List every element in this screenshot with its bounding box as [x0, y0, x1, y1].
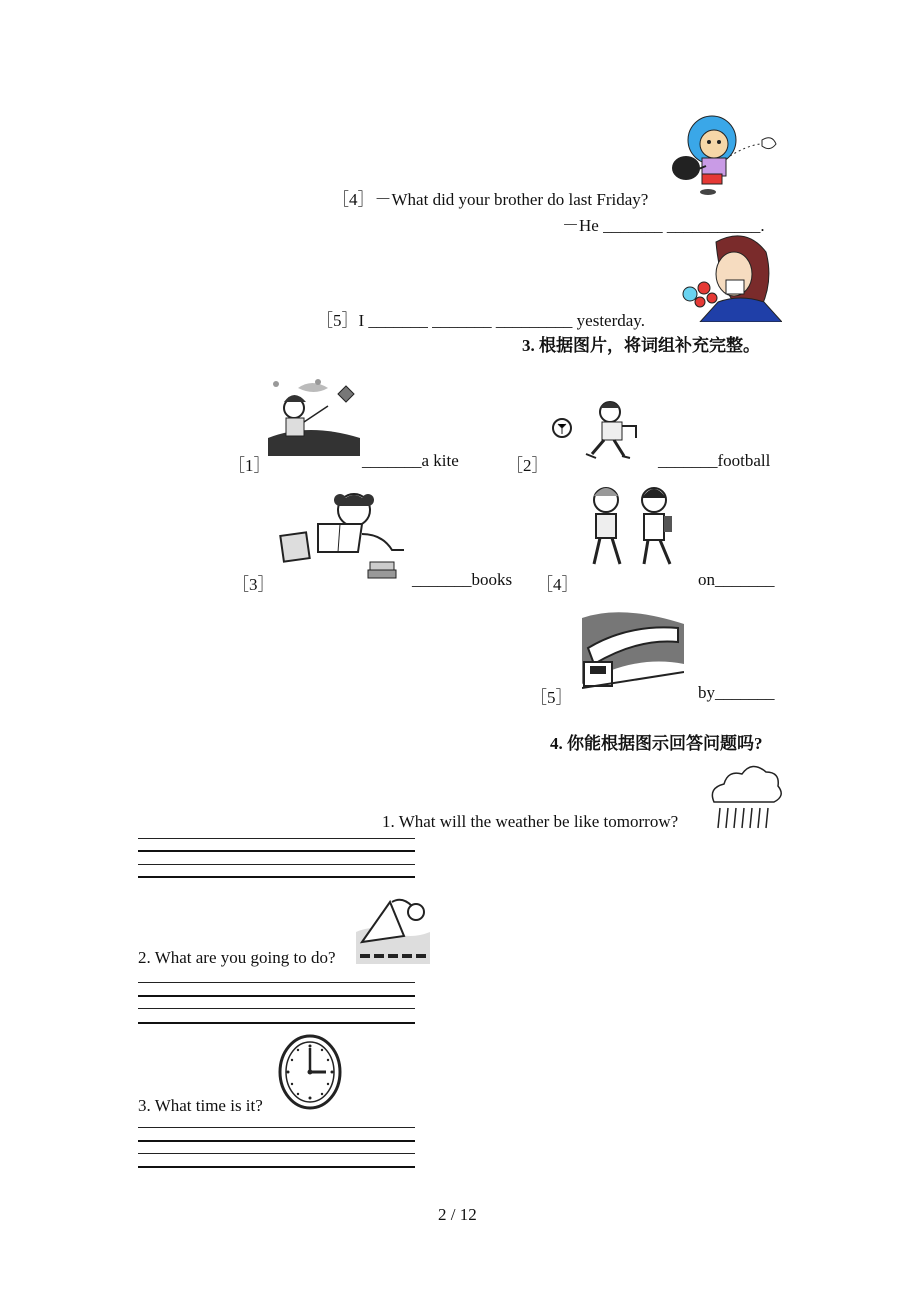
item4-number: ［4］: [536, 575, 579, 594]
girl-sneezing-icon: [676, 232, 782, 322]
item4-blank: on_______: [698, 570, 775, 589]
train-icon: [582, 608, 684, 690]
swimming-icon: [356, 892, 430, 964]
question1-text: 1. What will the weather be like tomorrow?: [382, 812, 679, 831]
question2-text: 2. What are you going to do?: [138, 948, 336, 967]
boy-flying-kite-icon: [268, 378, 360, 456]
question3-text: 3. What time is it?: [138, 1096, 263, 1115]
girl-badminton-icon: [668, 112, 780, 200]
section4-heading: 4. 你能根据图示回答问题吗?: [550, 734, 763, 753]
section3-heading: 3. 根据图片，将词组补充完整。: [522, 336, 760, 355]
q4-answer-line: －He _______ ___________.: [562, 216, 765, 235]
q5-sentence: ［5］I _______ _______ _________ yesterday.: [316, 311, 645, 330]
clock-icon: [278, 1034, 344, 1112]
rain-cloud-icon: [708, 764, 782, 830]
item1-number: ［1］: [228, 456, 271, 475]
item3-blank: _______books: [412, 570, 513, 589]
item2-number: ［2］: [506, 456, 549, 475]
item5-number: ［5］: [530, 688, 573, 707]
boys-walking-icon: [584, 486, 684, 574]
page-number: 2 / 12: [438, 1205, 477, 1224]
item3-number: ［3］: [232, 575, 275, 594]
q4-question: ［4］－What did your brother do last Friday?: [332, 190, 649, 209]
item5-blank: by_______: [698, 683, 775, 702]
item1-blank: _______a kite: [362, 451, 459, 470]
boy-kicking-football-icon: [552, 400, 642, 462]
item2-blank: _______football: [658, 451, 771, 470]
girl-reading-books-icon: [278, 490, 404, 584]
